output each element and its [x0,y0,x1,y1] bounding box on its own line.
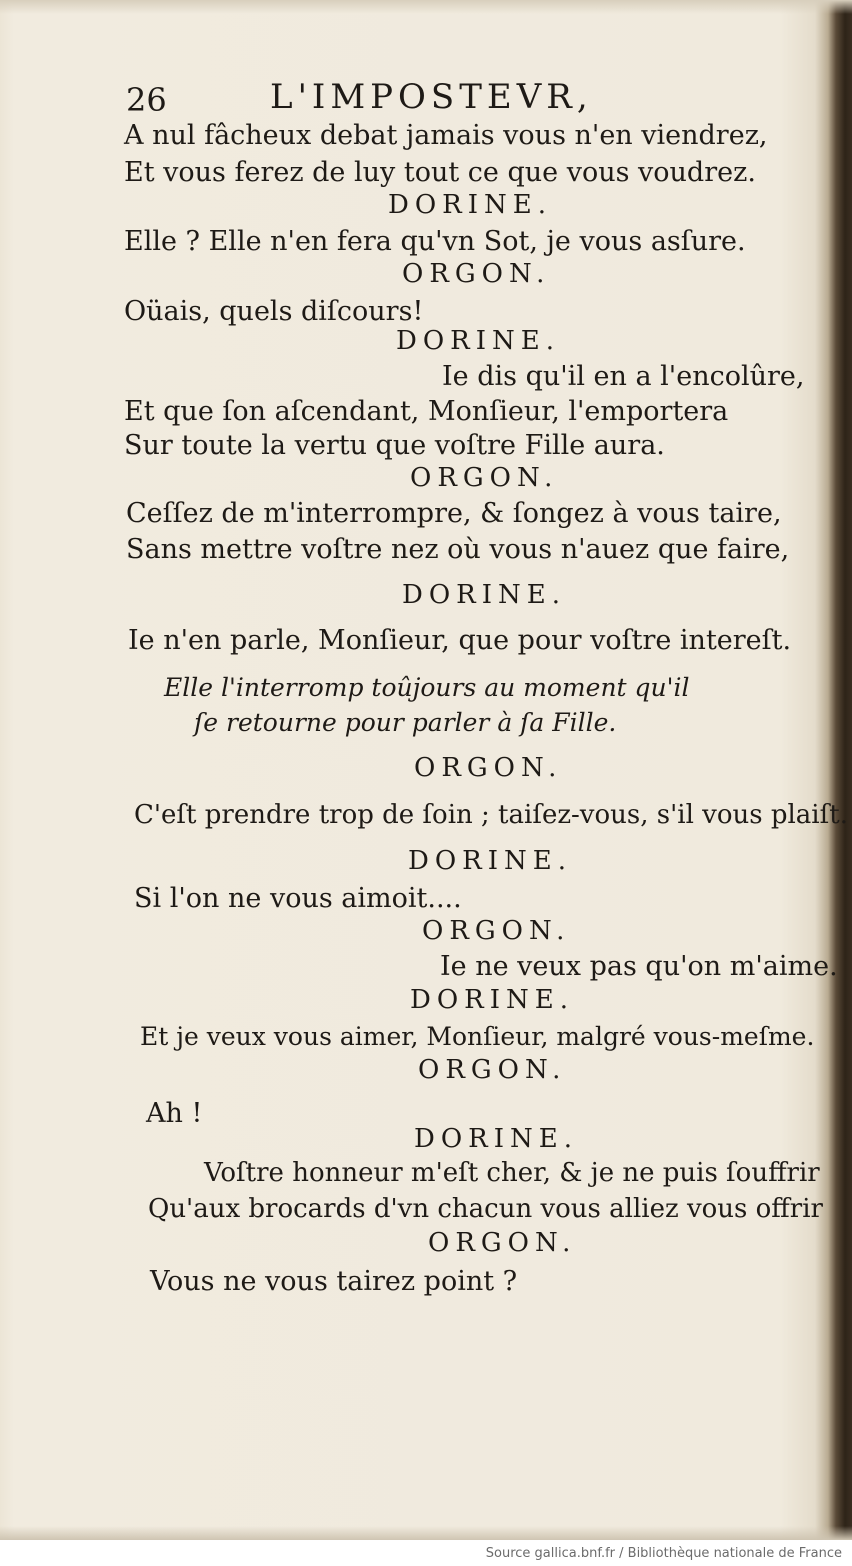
verse-line: C'eſt prendre trop de ſoin ; taiſez-vous, s'il vous plaiſt. [134,800,848,830]
verse-line: Ah ! [146,1098,203,1129]
verse-line: Oüais, quels diſcours! [124,296,424,327]
speaker-name: DORINE. [414,1124,579,1154]
verse-line: Ie ne veux pas qu'on m'aime. [440,951,838,982]
speaker-name: ORGON. [428,1228,577,1258]
speaker-name: ORGON. [402,259,551,289]
verse-line: Voſtre honneur m'eſt cher, & je ne puis ſouffrir [204,1158,820,1188]
page-number: 26 [126,81,167,119]
speaker-name: DORINE. [388,190,553,220]
verse-line: A nul fâcheux debat jamais vous n'en viendrez, [124,120,768,151]
verse-line: Et je veux vous aimer, Monſieur, malgré vous-meſme. [140,1022,815,1051]
speaker-name: ORGON. [422,916,571,946]
verse-line: Et que ſon aſcendant, Monſieur, l'emportera [124,396,729,427]
verse-line: Qu'aux brocards d'vn chacun vous alliez vous offrir [148,1194,823,1224]
stage-direction: ſe retourne pour parler à ſa Fille. [194,708,617,737]
source-footer [0,1540,852,1566]
speaker-name: DORINE. [408,846,573,876]
stage-direction: Elle l'interromp toûjours au moment qu'il [164,673,690,702]
speaker-name: DORINE. [402,580,567,610]
verse-line: Sans mettre voſtre nez où vous n'auez que faire, [126,534,790,565]
verse-line: Elle ? Elle n'en fera qu'vn Sot, je vous asſure. [124,226,746,257]
speaker-name: ORGON. [418,1055,567,1085]
verse-line: Et vous ferez de luy tout ce que vous voudrez. [124,157,756,188]
verse-line: Sur toute la vertu que voſtre Fille aura. [124,430,665,461]
verse-line: Ie n'en parle, Monſieur, que pour voſtre intereſt. [128,625,792,656]
verse-line: Si l'on ne vous aimoit.... [134,883,462,914]
verse-line: Vous ne vous tairez point ? [150,1266,518,1297]
running-title: L'IMPOSTEVR, [270,77,593,117]
speaker-name: DORINE. [396,326,561,356]
speaker-name: DORINE. [410,985,575,1015]
source-credit: Source gallica.bnf.fr / Bibliothèque nationale de France [485,1546,842,1561]
verse-line: Ceſſez de m'interrompre, & ſongez à vous taire, [126,498,782,529]
verse-line: Ie dis qu'il en a l'encolûre, [442,361,805,392]
speaker-name: ORGON. [414,753,563,783]
speaker-name: ORGON. [410,463,559,493]
